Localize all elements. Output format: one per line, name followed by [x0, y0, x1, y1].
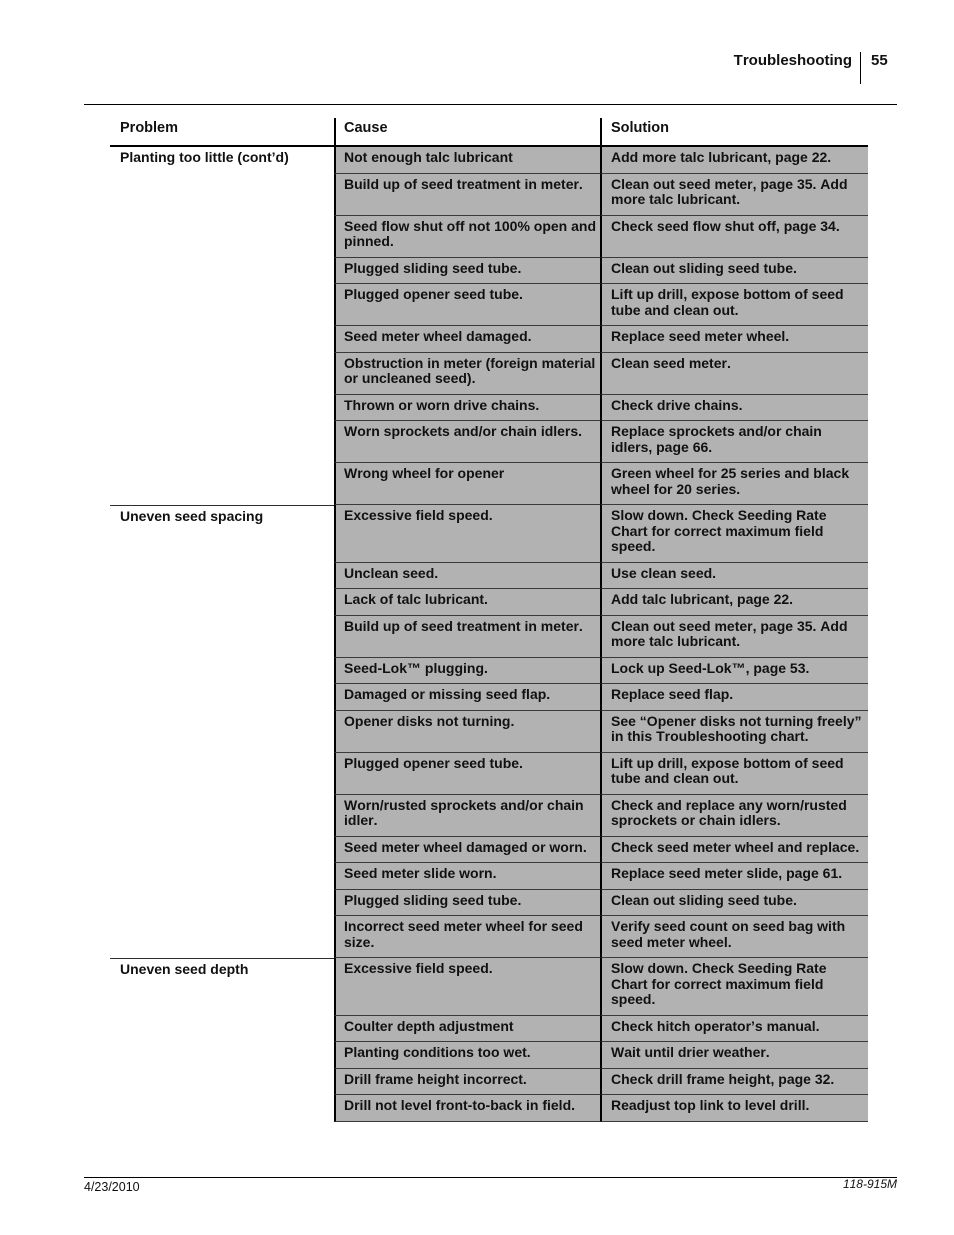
problem-group	[110, 958, 868, 1122]
problem-cell: Uneven seed spacing	[110, 505, 334, 958]
solution-cell: Check seed flow shut off, page 34.	[600, 216, 868, 258]
solution-cell: Replace sprockets and/or chain idlers, page 66.	[600, 421, 868, 463]
top-rule	[84, 104, 897, 105]
solution-cell: Clean out sliding seed tube.	[600, 258, 868, 285]
solution-cell: Use clean seed.	[600, 563, 868, 590]
solution-cell: Replace seed flap.	[600, 684, 868, 711]
problem-group	[110, 147, 868, 505]
solution-cell: Clean seed meter.	[600, 353, 868, 395]
cause-cell: Plugged opener seed tube.	[334, 284, 600, 326]
cause-cell: Excessive field speed.	[334, 958, 600, 1016]
solution-cell: Readjust top link to level drill.	[600, 1095, 868, 1122]
problem-rows	[334, 958, 868, 1122]
table-row	[334, 258, 868, 285]
column-header-solution: Solution	[600, 118, 868, 145]
table-row	[334, 505, 868, 563]
solution-cell: Add talc lubricant, page 22.	[600, 589, 868, 616]
problem-rows	[334, 505, 868, 958]
table-row	[334, 421, 868, 463]
cause-cell: Seed flow shut off not 100% open and pinned.	[334, 216, 600, 258]
table-body	[110, 147, 868, 1122]
table-row	[334, 326, 868, 353]
cause-cell: Obstruction in meter (foreign material or uncleaned seed).	[334, 353, 600, 395]
table-row	[334, 353, 868, 395]
solution-cell: Clean out seed meter, page 35. Add more talc lubricant.	[600, 174, 868, 216]
table-row	[334, 284, 868, 326]
cause-cell: Damaged or missing seed flap.	[334, 684, 600, 711]
cause-cell: Unclean seed.	[334, 563, 600, 590]
cause-cell: Worn sprockets and/or chain idlers.	[334, 421, 600, 463]
table-row	[334, 658, 868, 685]
solution-cell: Clean out seed meter, page 35. Add more talc lubricant.	[600, 616, 868, 658]
cause-cell: Coulter depth adjustment	[334, 1016, 600, 1043]
table-row	[334, 616, 868, 658]
table-row	[334, 589, 868, 616]
cause-cell: Seed-Lok™ plugging.	[334, 658, 600, 685]
footer-date: 4/23/2010	[84, 1180, 140, 1194]
cause-cell: Seed meter wheel damaged.	[334, 326, 600, 353]
table-row	[334, 711, 868, 753]
cause-cell: Lack of talc lubricant.	[334, 589, 600, 616]
cause-cell: Opener disks not turning.	[334, 711, 600, 753]
column-header-cause: Cause	[334, 118, 600, 145]
table-row	[334, 684, 868, 711]
solution-cell: Slow down. Check Seeding Rate Chart for correct maximum field speed.	[600, 958, 868, 1016]
cause-cell: Drill not level front-to-back in field.	[334, 1095, 600, 1122]
solution-cell: Replace seed meter wheel.	[600, 326, 868, 353]
problem-cell: Uneven seed depth	[110, 958, 334, 1122]
solution-cell: Verify seed count on seed bag with seed meter wheel.	[600, 916, 868, 958]
solution-cell: Wait until drier weather.	[600, 1042, 868, 1069]
footer-rule	[84, 1177, 897, 1178]
cause-cell: Seed meter wheel damaged or worn.	[334, 837, 600, 864]
solution-cell: Check drill frame height, page 32.	[600, 1069, 868, 1096]
solution-cell: See “Opener disks not turning freely” in this Troubleshooting chart.	[600, 711, 868, 753]
cause-cell: Planting conditions too wet.	[334, 1042, 600, 1069]
page-number: 55	[871, 52, 888, 69]
cause-cell: Plugged sliding seed tube.	[334, 258, 600, 285]
cause-cell: Worn/rusted sprockets and/or chain idler.	[334, 795, 600, 837]
solution-cell: Check hitch operator’s manual.	[600, 1016, 868, 1043]
solution-cell: Slow down. Check Seeding Rate Chart for correct maximum field speed.	[600, 505, 868, 563]
table-row	[334, 863, 868, 890]
solution-cell: Check and replace any worn/rusted sprockets or chain idlers.	[600, 795, 868, 837]
solution-cell: Replace seed meter slide, page 61.	[600, 863, 868, 890]
solution-cell: Clean out sliding seed tube.	[600, 890, 868, 917]
table-header	[110, 118, 868, 147]
cause-cell: Drill frame height incorrect.	[334, 1069, 600, 1096]
cause-cell: Plugged sliding seed tube.	[334, 890, 600, 917]
table-row	[334, 563, 868, 590]
table-row	[334, 1069, 868, 1096]
solution-cell: Green wheel for 25 series and black wheel for 20 series.	[600, 463, 868, 505]
cause-cell: Wrong wheel for opener	[334, 463, 600, 505]
table-row	[334, 1016, 868, 1043]
header-divider	[860, 52, 861, 84]
problem-group	[110, 505, 868, 958]
column-header-problem: Problem	[120, 120, 179, 136]
table-row	[334, 890, 868, 917]
cause-cell: Excessive field speed.	[334, 505, 600, 563]
cause-cell: Build up of seed treatment in meter.	[334, 616, 600, 658]
problem-rows	[334, 147, 868, 505]
footer-doc-number: 118-915M	[842, 1177, 897, 1191]
cause-cell: Not enough talc lubricant	[334, 147, 600, 174]
cause-cell: Thrown or worn drive chains.	[334, 395, 600, 422]
cause-cell: Build up of seed treatment in meter.	[334, 174, 600, 216]
cause-cell: Plugged opener seed tube.	[334, 753, 600, 795]
troubleshooting-table	[110, 118, 868, 1122]
solution-cell: Lock up Seed-Lok™, page 53.	[600, 658, 868, 685]
table-row	[334, 916, 868, 958]
table-row	[334, 174, 868, 216]
solution-cell: Lift up drill, expose bottom of seed tube and clean out.	[600, 753, 868, 795]
table-row	[334, 1042, 868, 1069]
solution-cell: Add more talc lubricant, page 22.	[600, 147, 868, 174]
table-row	[334, 753, 868, 795]
table-row	[334, 395, 868, 422]
problem-cell: Planting too little (cont’d)	[120, 149, 289, 165]
cause-cell: Seed meter slide worn.	[334, 863, 600, 890]
solution-cell: Check seed meter wheel and replace.	[600, 837, 868, 864]
page-section-title: Troubleshooting	[733, 52, 852, 69]
table-row	[334, 795, 868, 837]
table-row	[334, 1095, 868, 1122]
solution-cell: Lift up drill, expose bottom of seed tube and clean out.	[600, 284, 868, 326]
table-row	[334, 216, 868, 258]
table-row	[334, 837, 868, 864]
cause-cell: Incorrect seed meter wheel for seed size.	[334, 916, 600, 958]
table-row	[334, 147, 868, 174]
table-row	[334, 958, 868, 1016]
table-row	[334, 463, 868, 505]
solution-cell: Check drive chains.	[600, 395, 868, 422]
